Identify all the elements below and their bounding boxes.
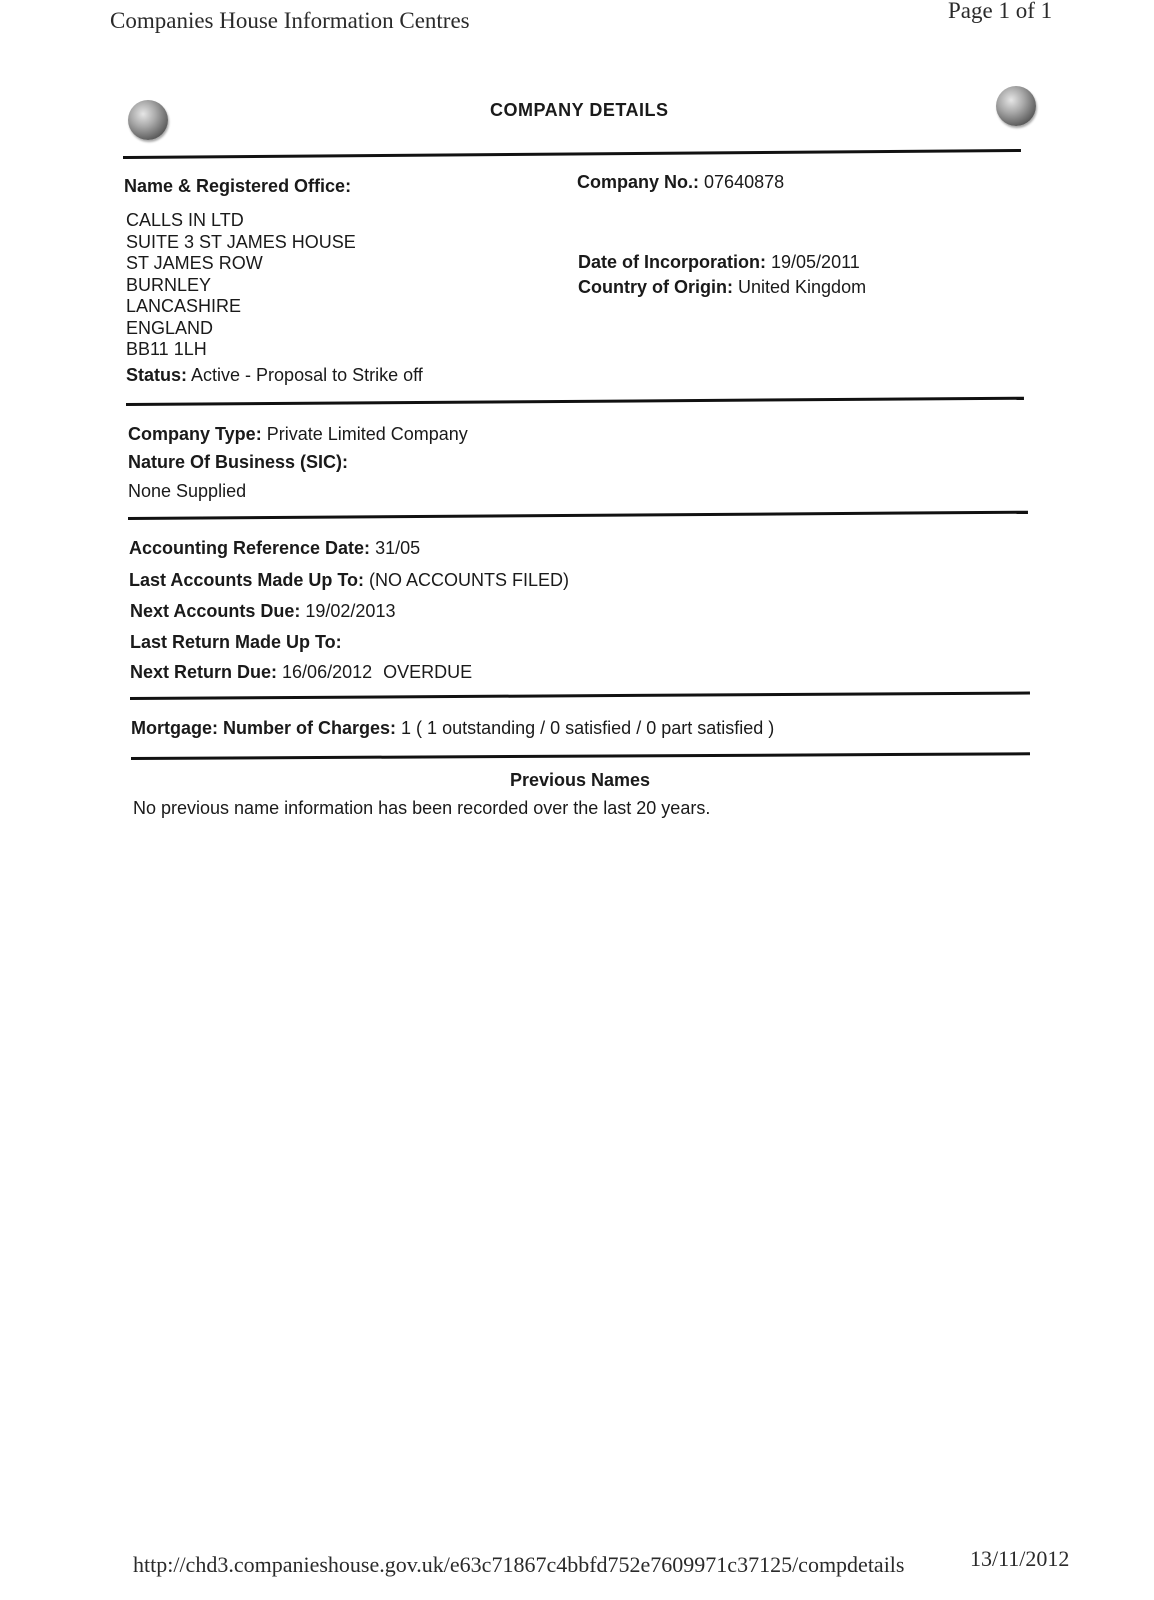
- next-return-value: 16/06/2012: [282, 662, 373, 682]
- footer-date: 13/11/2012: [970, 1546, 1070, 1571]
- address-line: CALLS IN LTD: [126, 210, 244, 230]
- page-number: Page 1 of 1: [948, 0, 1053, 23]
- footer-url: http://chd3.companieshouse.gov.uk/e63c71867c4bbfd752e7609971c37125/compdetails: [133, 1552, 905, 1577]
- sic-label: Nature Of Business (SIC):: [128, 452, 349, 472]
- last-accounts-row: [129, 570, 569, 591]
- accounting-ref-label: Accounting Reference Date:: [129, 538, 371, 558]
- status-row: [126, 365, 423, 386]
- divider: [123, 149, 1021, 159]
- address-line: BB11 1LH: [126, 339, 207, 359]
- next-accounts-label: Next Accounts Due:: [130, 601, 301, 621]
- company-number-label: Company No.:: [577, 172, 700, 192]
- mortgage-row: [131, 718, 774, 739]
- hole-punch-icon: [996, 86, 1036, 126]
- company-type-label: Company Type:: [128, 424, 262, 444]
- next-return-row: [130, 662, 472, 683]
- next-accounts-value: 19/02/2013: [305, 601, 396, 621]
- divider: [128, 511, 1028, 520]
- divider: [130, 692, 1030, 700]
- overdue-flag: OVERDUE: [383, 662, 473, 682]
- mortgage-value: 1 ( 1 outstanding / 0 satisfied / 0 part satisfied ): [401, 718, 775, 738]
- registered-office-label: Name & Registered Office:: [124, 176, 352, 196]
- address-line: ST JAMES ROW: [126, 253, 263, 273]
- origin-value: United Kingdom: [738, 277, 867, 297]
- incorporation-value: 19/05/2011: [771, 252, 860, 272]
- previous-names-heading: Previous Names: [510, 770, 651, 790]
- page-title: COMPANY DETAILS: [490, 100, 669, 120]
- address-line: BURNLEY: [126, 274, 212, 295]
- sic-value: None Supplied: [128, 481, 247, 501]
- company-type-row: [128, 424, 468, 445]
- mortgage-label: Mortgage: Number of Charges:: [131, 718, 397, 738]
- last-accounts-value: (NO ACCOUNTS FILED): [369, 570, 570, 590]
- divider: [131, 752, 1030, 760]
- accounting-ref-row: [129, 538, 420, 559]
- hole-punch-icon: [128, 100, 168, 140]
- previous-names-text: No previous name information has been recorded over the last 20 years.: [133, 798, 711, 818]
- origin-row: [578, 277, 866, 298]
- status-label: Status:: [126, 365, 188, 385]
- header-source: Companies House Information Centres: [110, 8, 470, 33]
- address-line: ENGLAND: [126, 317, 214, 338]
- divider: [126, 397, 1024, 406]
- status-value: Active - Proposal to Strike off: [191, 365, 423, 385]
- company-type-value: Private Limited Company: [266, 424, 468, 444]
- last-accounts-label: Last Accounts Made Up To:: [129, 570, 365, 590]
- last-return-label: Last Return Made Up To:: [130, 632, 342, 652]
- address-line: SUITE 3 ST JAMES HOUSE: [126, 231, 356, 252]
- accounting-ref-value: 31/05: [375, 538, 421, 558]
- company-number-value: 07640878: [704, 172, 785, 192]
- next-return-label: Next Return Due:: [130, 662, 278, 682]
- last-return-row: [130, 632, 342, 653]
- address-line: LANCASHIRE: [126, 296, 242, 316]
- company-number-row: [577, 172, 784, 193]
- incorporation-row: [578, 252, 860, 273]
- origin-label: Country of Origin:: [578, 277, 733, 297]
- incorporation-label: Date of Incorporation:: [578, 252, 766, 272]
- next-accounts-row: [130, 601, 395, 622]
- registered-office-address: [126, 210, 356, 361]
